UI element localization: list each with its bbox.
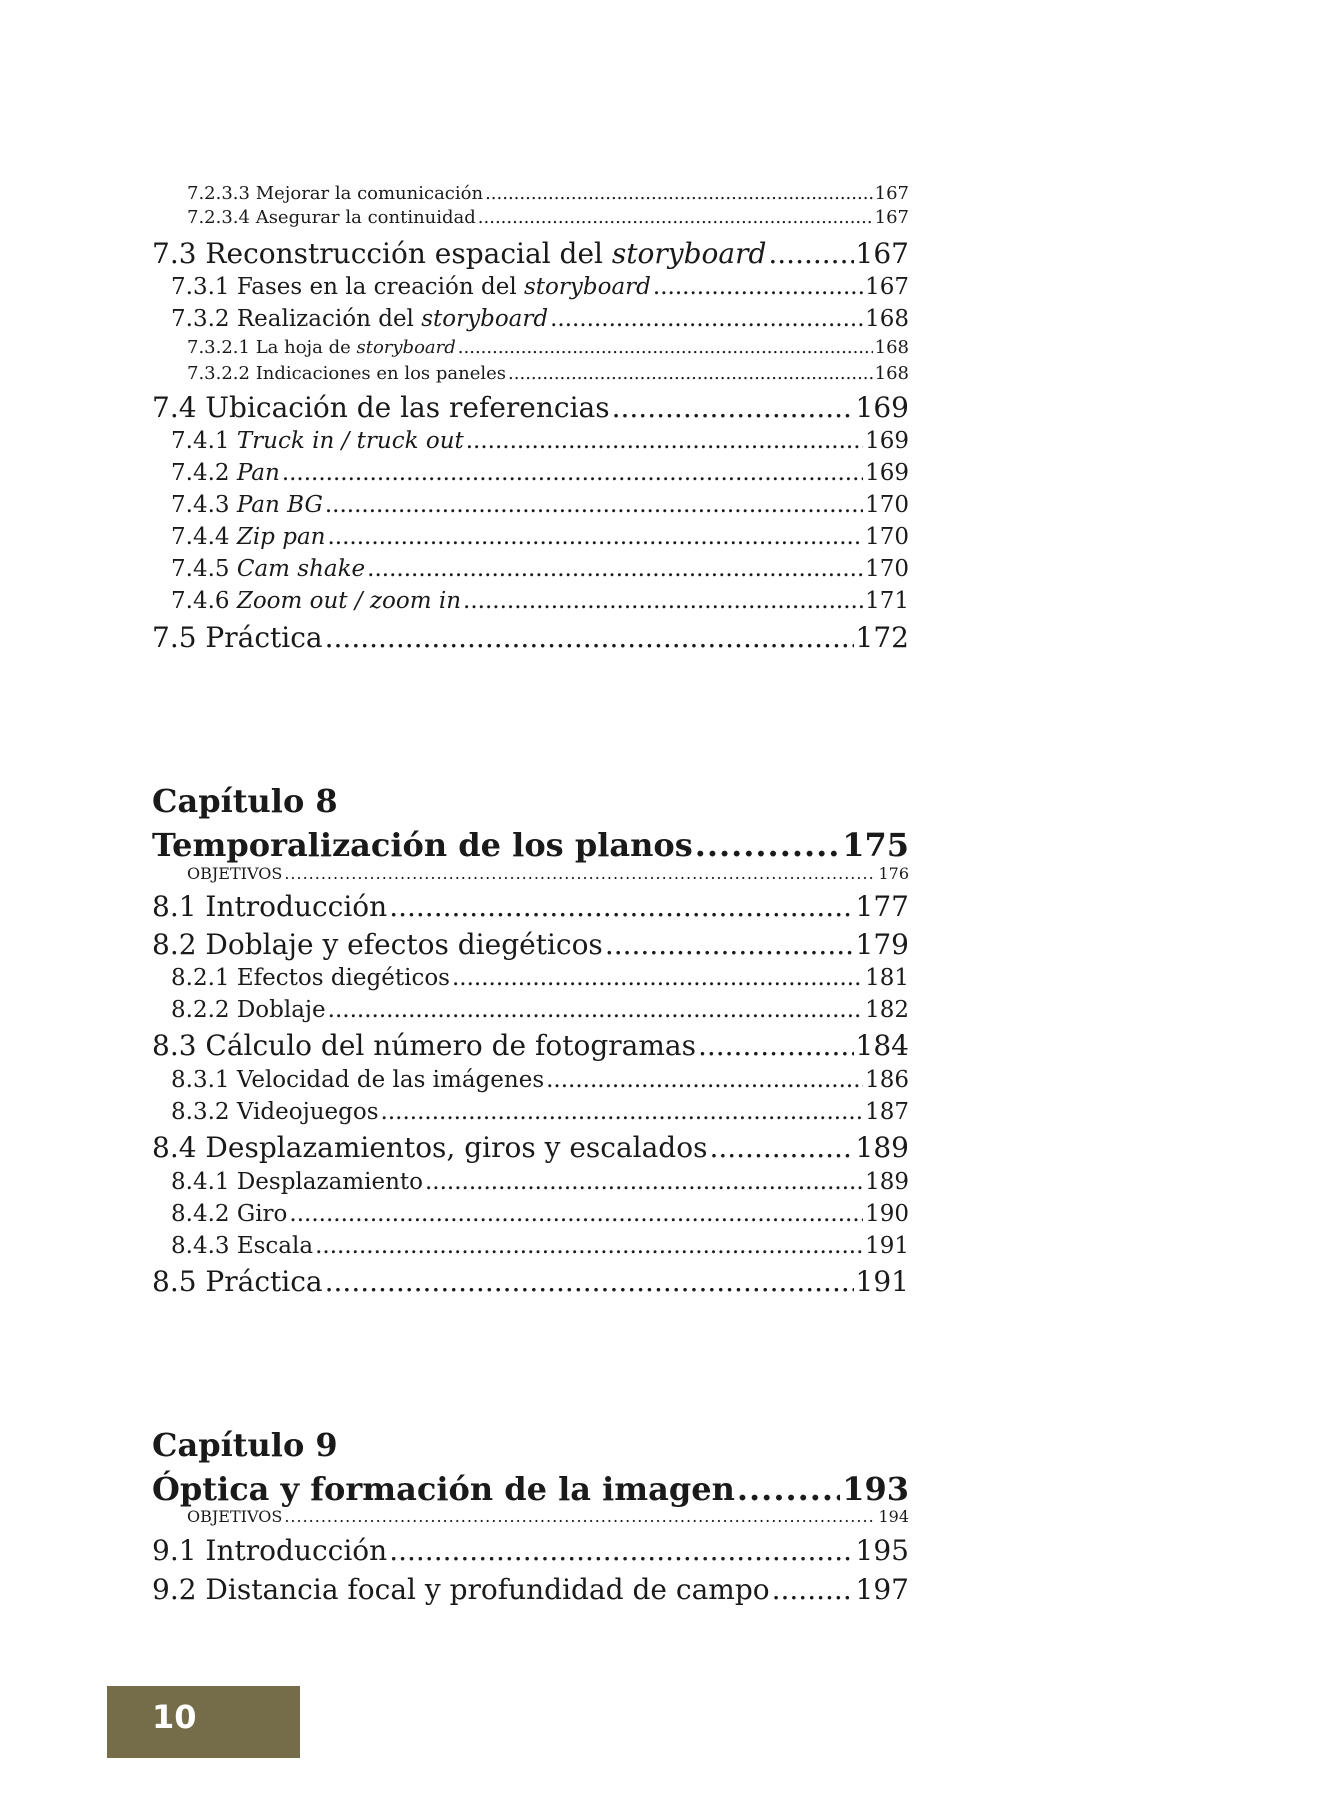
toc-section[interactable] <box>152 237 909 270</box>
toc-entry-page: 197 <box>855 1573 909 1606</box>
toc-entry[interactable] <box>171 997 909 1023</box>
toc-entry-page: 190 <box>865 1201 909 1227</box>
toc-entry-label: 7.4.5 Cam shake <box>171 556 366 582</box>
dot-leader <box>466 428 863 454</box>
toc-entry-label: 8.2.2 Doblaje <box>171 997 326 1023</box>
dot-leader <box>327 524 863 550</box>
toc-section[interactable] <box>152 621 909 654</box>
toc-section[interactable] <box>152 1534 909 1567</box>
chapter-9-heading: Capítulo 9 <box>152 1426 338 1464</box>
dot-leader <box>284 864 876 883</box>
toc-entry[interactable] <box>171 1099 909 1125</box>
toc-entry-label: 8.1 Introducción <box>152 890 388 923</box>
toc-entry-label: 7.5 Práctica <box>152 621 323 654</box>
toc-entry[interactable] <box>171 1067 909 1093</box>
toc-entry[interactable] <box>171 1169 909 1195</box>
dot-leader <box>315 1233 863 1259</box>
toc-entry-label: 7.4 Ubicación de las referencias <box>152 391 610 424</box>
toc-section[interactable] <box>152 391 909 424</box>
dot-leader <box>381 1099 864 1125</box>
toc-entry-page: 167 <box>874 183 909 204</box>
dot-leader <box>389 1534 853 1567</box>
toc-entry-page: 170 <box>865 492 909 518</box>
toc-entry-label: 7.3.2.2 Indicaciones en los paneles <box>187 363 507 384</box>
toc-entry[interactable] <box>171 1201 909 1227</box>
toc-entry-page: 186 <box>865 1067 909 1093</box>
toc-entry[interactable] <box>171 1233 909 1259</box>
toc-entry-page: 194 <box>878 1507 909 1526</box>
toc-entry[interactable] <box>171 492 909 518</box>
toc-entry[interactable] <box>187 207 909 228</box>
toc-entry[interactable] <box>187 337 909 358</box>
toc-entry-page: 189 <box>865 1169 909 1195</box>
dot-leader <box>653 274 863 300</box>
toc-entry-label: 9.1 Introducción <box>152 1534 388 1567</box>
dot-leader <box>367 556 863 582</box>
dot-leader <box>478 207 873 228</box>
dot-leader <box>605 928 854 961</box>
toc-entry-label: 7.2.3.3 Mejorar la comunicación <box>187 183 484 204</box>
dot-leader <box>282 460 863 486</box>
toc-entry-page: 168 <box>874 363 909 384</box>
dot-leader <box>709 1131 853 1164</box>
dot-leader <box>612 391 854 424</box>
toc-entry-label: 7.2.3.4 Asegurar la continuidad <box>187 207 476 228</box>
toc-objetivos[interactable] <box>187 864 909 883</box>
dot-leader <box>458 337 873 358</box>
toc-entry-label: 9.2 Distancia focal y profundidad de campo <box>152 1573 770 1606</box>
toc-entry-page: 177 <box>855 890 909 923</box>
dot-leader <box>772 1573 854 1606</box>
toc-entry-page: 195 <box>855 1534 909 1567</box>
toc-entry-label: 8.4 Desplazamientos, giros y escalados <box>152 1131 708 1164</box>
chapter-8-heading: Capítulo 8 <box>152 782 338 820</box>
toc-entry-label: 8.3 Cálculo del número de fotogramas <box>152 1029 696 1062</box>
toc-entry[interactable] <box>187 183 909 204</box>
toc-entry-label: 7.4.3 Pan BG <box>171 492 323 518</box>
dot-leader <box>695 826 841 864</box>
toc-entry-label: 7.4.6 Zoom out / zoom in <box>171 588 462 614</box>
dot-leader <box>325 1265 854 1298</box>
toc-entry-label: OBJETIVOS <box>187 1507 283 1526</box>
toc-entry-page: 170 <box>865 556 909 582</box>
toc-entry-label: 7.3 Reconstrucción espacial del storyboard <box>152 237 767 270</box>
toc-section[interactable] <box>152 928 909 961</box>
toc-entry-label: 7.3.1 Fases en la creación del storyboard <box>171 274 651 300</box>
dot-leader <box>284 1507 876 1526</box>
toc-entry-page: 167 <box>865 274 909 300</box>
chapter-8-title[interactable] <box>152 826 909 864</box>
dot-leader <box>768 237 853 270</box>
chapter-9-title[interactable] <box>152 1470 909 1508</box>
toc-entry-page: 167 <box>855 237 909 270</box>
toc-entry-page: 176 <box>878 864 909 883</box>
toc-entry-page: 171 <box>865 588 909 614</box>
toc-entry-page: 169 <box>865 460 909 486</box>
toc-entry-label: 8.3.2 Videojuegos <box>171 1099 379 1125</box>
toc-entry[interactable] <box>187 363 909 384</box>
toc-entry-page: 168 <box>874 337 909 358</box>
chapter-title-label: Óptica y formación de la imagen <box>152 1470 735 1508</box>
toc-entry-page: 179 <box>855 928 909 961</box>
toc-entry[interactable] <box>171 306 909 332</box>
toc-entry-label: 7.4.4 Zip pan <box>171 524 326 550</box>
dot-leader <box>737 1470 840 1508</box>
toc-entry-label: 8.2.1 Efectos diegéticos <box>171 965 450 991</box>
dot-leader <box>546 1067 863 1093</box>
toc-section[interactable] <box>152 1029 909 1062</box>
chapter-title-page: 175 <box>842 826 909 864</box>
toc-section[interactable] <box>152 1265 909 1298</box>
toc-entry[interactable] <box>171 428 909 454</box>
toc-entry-label: 7.3.2 Realización del storyboard <box>171 306 549 332</box>
dot-leader <box>550 306 863 332</box>
toc-entry-label: 7.4.1 Truck in / truck out <box>171 428 464 454</box>
toc-section[interactable] <box>152 1573 909 1606</box>
dot-leader <box>452 965 863 991</box>
toc-entry-label: 8.2 Doblaje y efectos diegéticos <box>152 928 603 961</box>
dot-leader <box>485 183 873 204</box>
toc-entry-page: 184 <box>855 1029 909 1062</box>
toc-objetivos[interactable] <box>187 1507 909 1526</box>
toc-entry-page: 172 <box>855 621 909 654</box>
toc-entry-page: 168 <box>865 306 909 332</box>
dot-leader <box>325 492 863 518</box>
toc-entry-label: OBJETIVOS <box>187 864 283 883</box>
toc-section[interactable] <box>152 890 909 923</box>
toc-entry-page: 181 <box>865 965 909 991</box>
toc-entry-label: 7.3.2.1 La hoja de storyboard <box>187 337 456 358</box>
toc-entry[interactable] <box>171 274 909 300</box>
toc-entry-label: 8.3.1 Velocidad de las imágenes <box>171 1067 545 1093</box>
toc-entry-page: 167 <box>874 207 909 228</box>
toc-entry[interactable] <box>171 460 909 486</box>
toc-entry-page: 191 <box>865 1233 909 1259</box>
dot-leader <box>325 621 854 654</box>
dot-leader <box>289 1201 863 1227</box>
toc-entry[interactable] <box>171 556 909 582</box>
toc-section[interactable] <box>152 1131 909 1164</box>
dot-leader <box>389 890 853 923</box>
chapter-title-page: 193 <box>842 1470 909 1508</box>
dot-leader <box>508 363 873 384</box>
toc-entry[interactable] <box>171 588 909 614</box>
page-number: 10 <box>152 1698 197 1736</box>
toc-entry[interactable] <box>171 524 909 550</box>
toc-entry-page: 187 <box>865 1099 909 1125</box>
page-number-badge <box>107 1686 300 1758</box>
toc-entry-label: 8.4.2 Giro <box>171 1201 288 1227</box>
toc-entry-label: 7.4.2 Pan <box>171 460 280 486</box>
dot-leader <box>328 997 863 1023</box>
toc-entry-page: 191 <box>855 1265 909 1298</box>
toc-entry[interactable] <box>171 965 909 991</box>
toc-entry-page: 170 <box>865 524 909 550</box>
toc-entry-label: 8.4.3 Escala <box>171 1233 314 1259</box>
toc-entry-label: 8.5 Práctica <box>152 1265 323 1298</box>
chapter-title-label: Temporalización de los planos <box>152 826 693 864</box>
dot-leader <box>698 1029 854 1062</box>
toc-entry-page: 169 <box>865 428 909 454</box>
dot-leader <box>425 1169 863 1195</box>
toc-entry-label: 8.4.1 Desplazamiento <box>171 1169 423 1195</box>
toc-entry-page: 169 <box>855 391 909 424</box>
dot-leader <box>463 588 863 614</box>
toc-entry-page: 182 <box>865 997 909 1023</box>
toc-entry-page: 189 <box>855 1131 909 1164</box>
